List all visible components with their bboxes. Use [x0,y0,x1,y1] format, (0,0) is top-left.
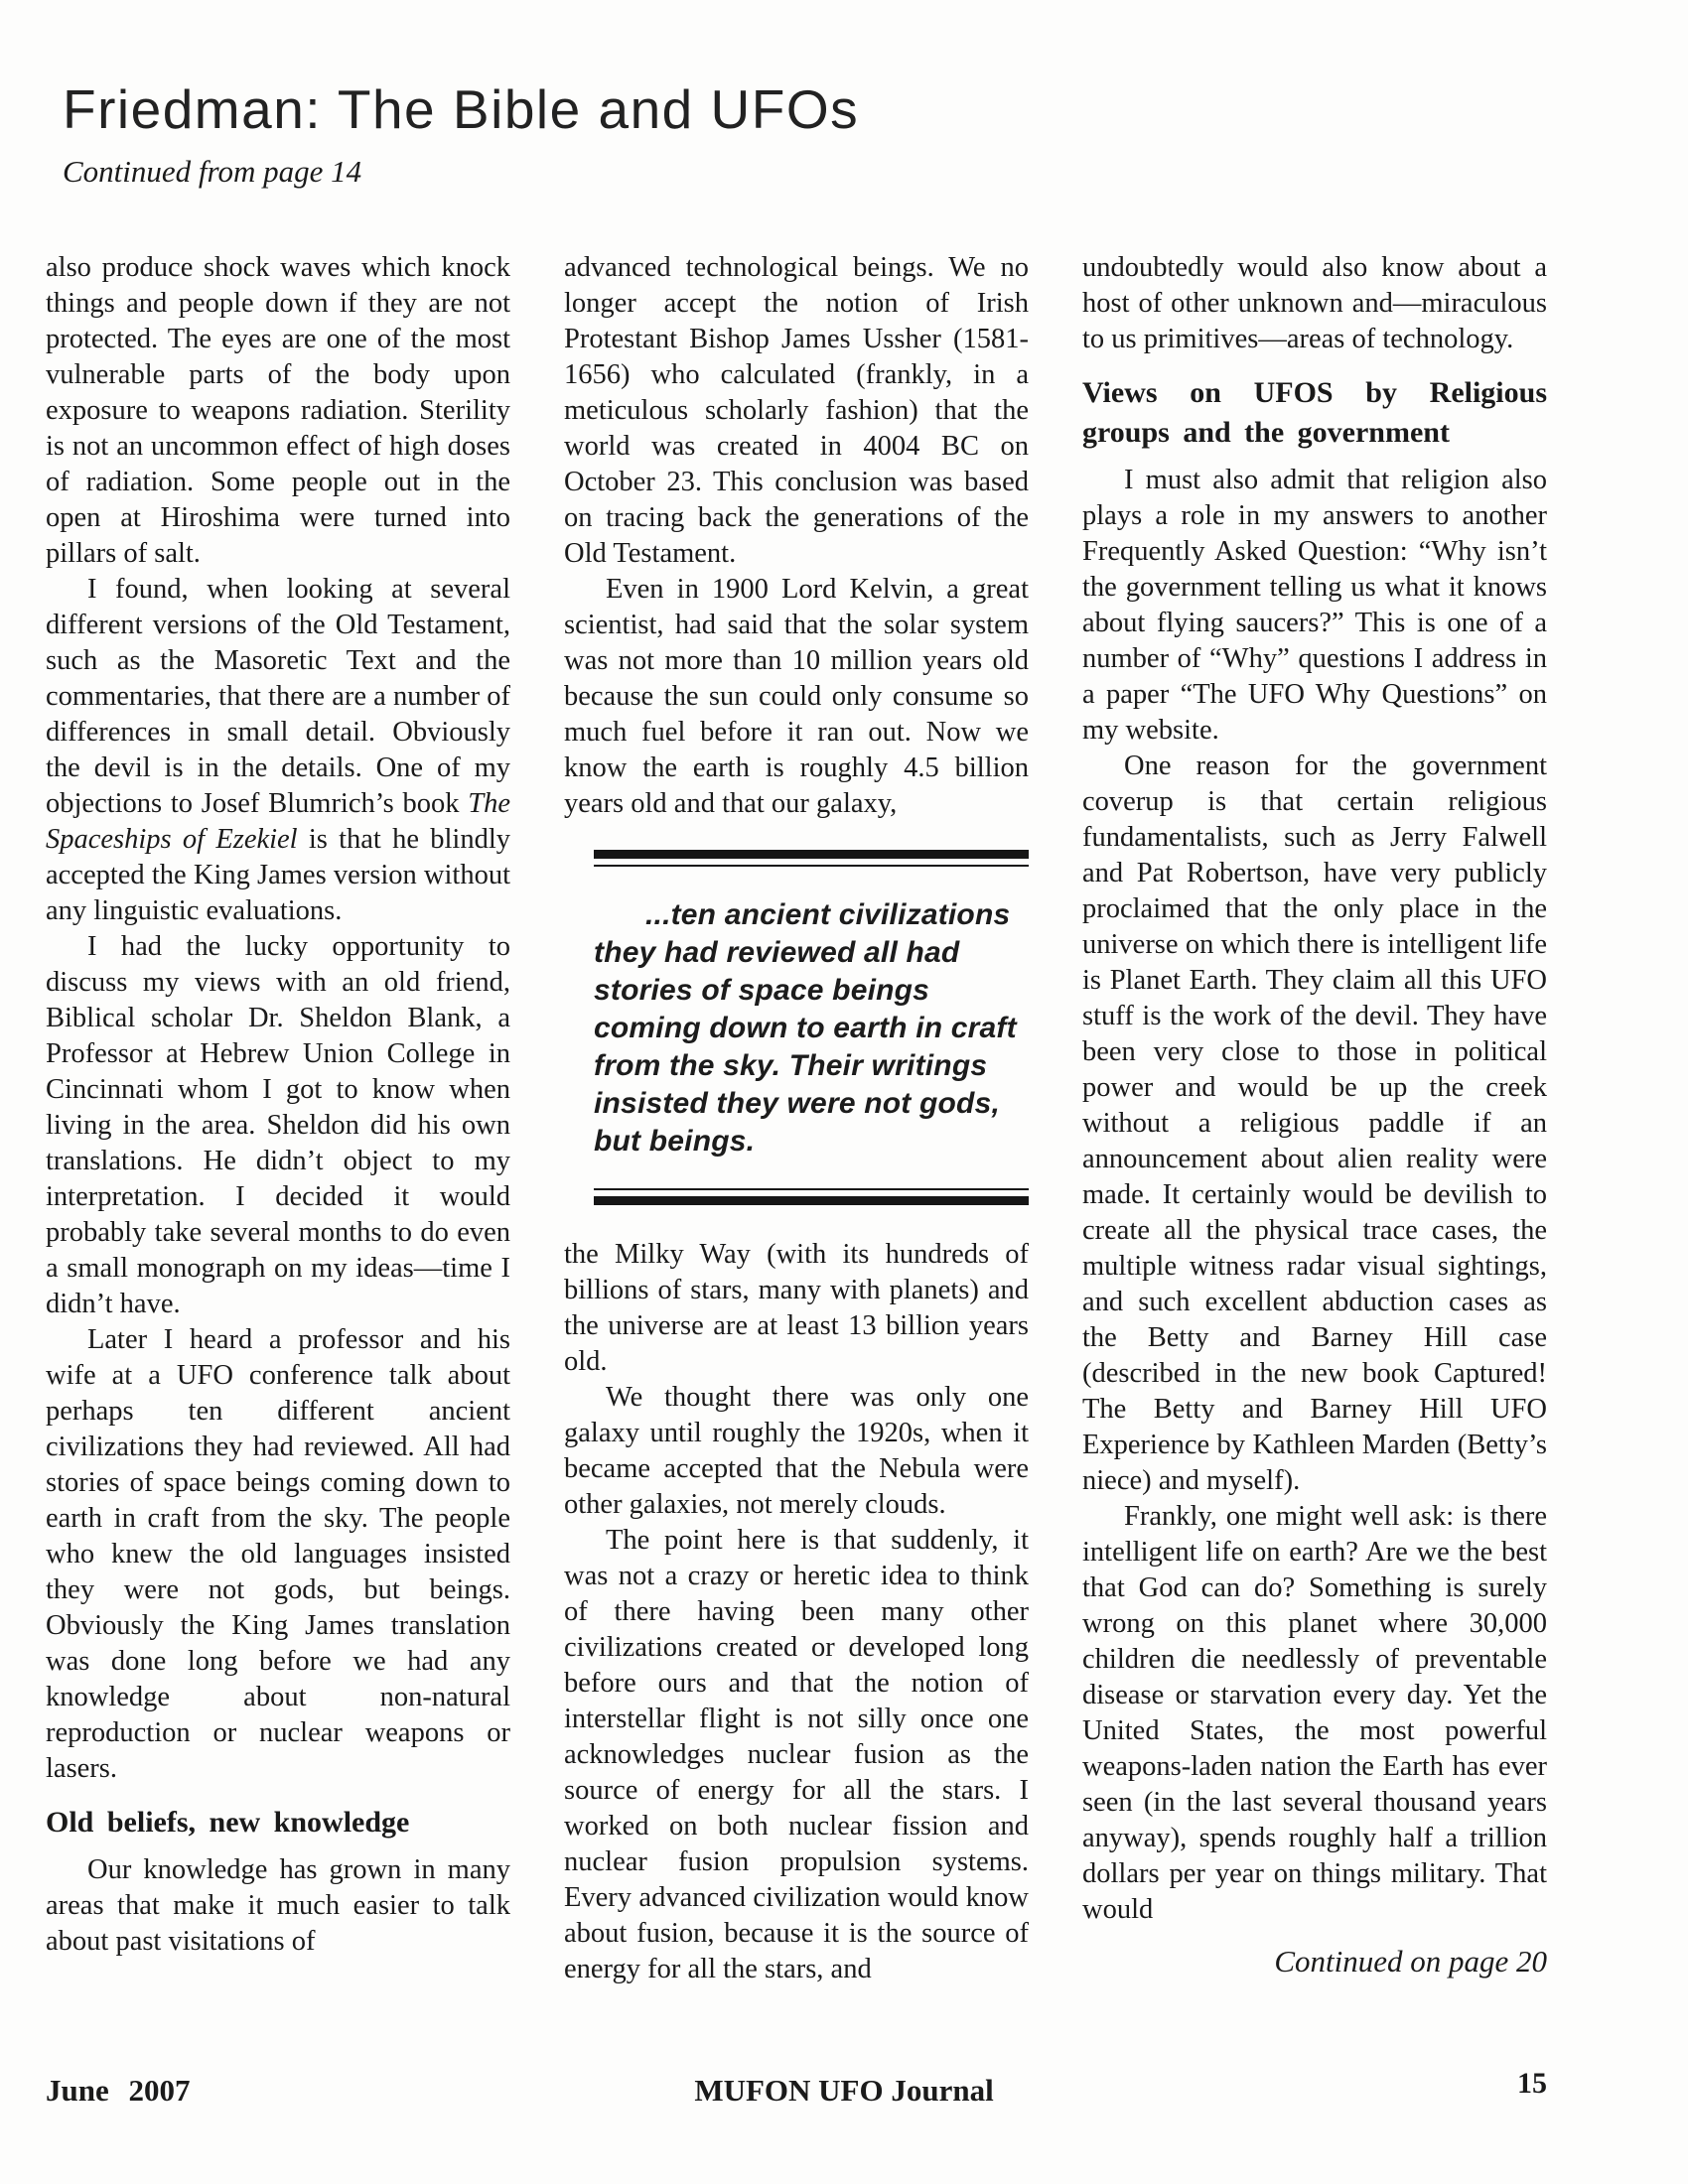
paragraph [564,1237,1029,1380]
text-run: I must also admit that religion also plays a role in my answers to another Frequently Asked Question: “Why isn’t the government telling us what it knows about flying saucers?” This is one of a number of “Why” questions I address in a paper “The UFO Why Questions” on my website. [1082,465,1547,746]
continued-from-note: Continued from page 14 [63,153,362,189]
paragraph [46,1852,510,1960]
column-2 [564,250,1029,1987]
paragraph [564,1380,1029,1523]
text-run: I had the lucky opportunity to discuss my views with an old friend, Biblical scholar Dr. Sheldon Blank, a Professor at Hebrew Union College in Cincinnati whom I got to know when living in the area. Sheldon did his own translations. He didn’t object to my interpretation. I decided it would probably take several months to do even a small monograph on my ideas—time I didn’t have. [46,931,510,1319]
text-run: also produce shock waves which knock things and people down if they are not protected. The eyes are one of the most vulnerable parts of the body upon exposure to weapons radiation. Sterility is not an uncommon effect of high doses of radiation. Some people out in the open at Hiroshima were turned into pillars of salt. [46,252,510,569]
pull-quote-rule-bottom-thick [594,1196,1029,1205]
pull-quote-rule-top-thick [594,850,1029,859]
text-run: Later I heard a professor and his wife at a UFO conference talk about perhaps ten different ancient civilizations they had reviewed. All had stories of space beings coming down to earth in craft from the sky. The people who knew the old languages insisted they were not gods, but beings. Obviously the King James translation was done long before we had any knowledge about non-natural reproduction or nuclear weapons or lasers. [46,1324,510,1784]
paragraph [46,572,510,929]
column-1 [46,250,510,1960]
pull-quote [594,850,1029,1205]
text-run: I found, when looking at several different versions of the Old Testament, such as the Masoretic Text and the commentaries, that there are a number of differences in small detail. Obviously the devil is in the details. One of my objections to Josef Blumrich’s book [46,574,510,819]
column-3 [1082,250,1547,1979]
paragraph [46,1322,510,1787]
paragraph [1082,749,1547,1499]
paragraph [46,929,510,1322]
section-heading: Old beliefs, new knowledge [46,1806,410,1839]
text-run: the Milky Way (with its hundreds of billions of stars, many with planets) and the universe are at least 13 billion years old. [564,1239,1029,1377]
paragraph [564,250,1029,572]
paragraph [564,1523,1029,1987]
text-run: One reason for the government coverup is that certain religious fundamentalists, such as Jerry Falwell and Pat Robertson, have very publicly proclaimed that the only place in the universe on which there is intelligent life is Planet Earth. They claim all this UFO stuff is the work of the devil. They have been very close to those in political power and would be up the creek without a religious paddle if an announcement about alien reality were made. It certainly would be devilish to create all the physical trace cases, the multiple witness radar visual sightings, and such excellent abduction cases as the Betty and Barney Hill case (described in the new book Captured! The Betty and Barney Hill UFO Experience by Kathleen Marden (Betty’s niece) and myself). [1082,751,1547,1496]
paragraph [1082,463,1547,749]
pull-quote-rule-bottom-thin [594,1188,1029,1190]
paragraph [1082,1499,1547,1928]
section-heading: Views on UFOS by Religious groups and the government [1082,376,1547,449]
text-run: Even in 1900 Lord Kelvin, a great scientist, had said that the solar system was not more than 10 million years old because the sun could only consume so much fuel before it ran out. Now we know the earth is roughly 4.5 billion years old and that our galaxy, [564,574,1029,819]
text-run: advanced technological beings. We no longer accept the notion of Irish Protestant Bishop James Ussher (1581-1656) who calculated (frankly, in a meticulous scholarly fashion) that the world was created in 4004 BC on October 23. This conclusion was based on tracing back the generations of the Old Testament. [564,252,1029,569]
page-title: Friedman: The Bible and UFOs [63,78,860,140]
text-run: undoubtedly would also know about a host of other unknown and—miraculous to us primitives—areas of technology. [1082,252,1547,354]
paragraph [46,250,510,572]
footer-journal-title: MUFON UFO Journal [694,2073,994,2108]
text-run: Our knowledge has grown in many areas that make it much easier to talk about past visitations of [46,1854,510,1957]
text-run: The point here is that suddenly, it was not a crazy or heretic idea to think of there having been many other civilizations created or developed long before ours and that the notion of interstellar flight is not silly once one acknowledges nuclear fusion as the source of energy for all the stars. I worked on both nuclear fission and nuclear fusion propulsion systems. Every advanced civilization would know about fusion, because it is the source of energy for all the stars, and [564,1525,1029,1984]
footer-page-number: 15 [1517,2067,1547,2100]
text-run: Frankly, one might well ask: is there intelligent life on earth? Are we the best that God can do? Something is surely wrong on this planet where 30,000 children die needlessly of preventable disease or starvation every day. Yet the United States, the most powerful weapons-laden nation the Earth has ever seen (in the last several thousand years anyway), spends roughly half a trillion dollars per year on things military. That would [1082,1501,1547,1925]
article-body [46,250,1547,1987]
footer-issue-date: June 2007 [46,2073,191,2108]
text-run: We thought there was only one galaxy until roughly the 1920s, when it became accepted that the Nebula were other galaxies, not merely clouds. [564,1382,1029,1520]
paragraph [564,572,1029,822]
pull-quote-text: ...ten ancient civilizations they had reviewed all had stories of space beings coming down to earth in craft from the sky. Their writings insisted they were not gods, but beings. [594,898,1017,1158]
article-header [63,79,1552,190]
continued-on-note: Continued on page 20 [1274,1944,1547,1979]
paragraph [1082,250,1547,357]
text-run: is that he blindly accepted the King James version without any linguistic evaluations. [46,824,510,926]
italic-run: The Spaceships of Ezekiel [46,788,510,855]
